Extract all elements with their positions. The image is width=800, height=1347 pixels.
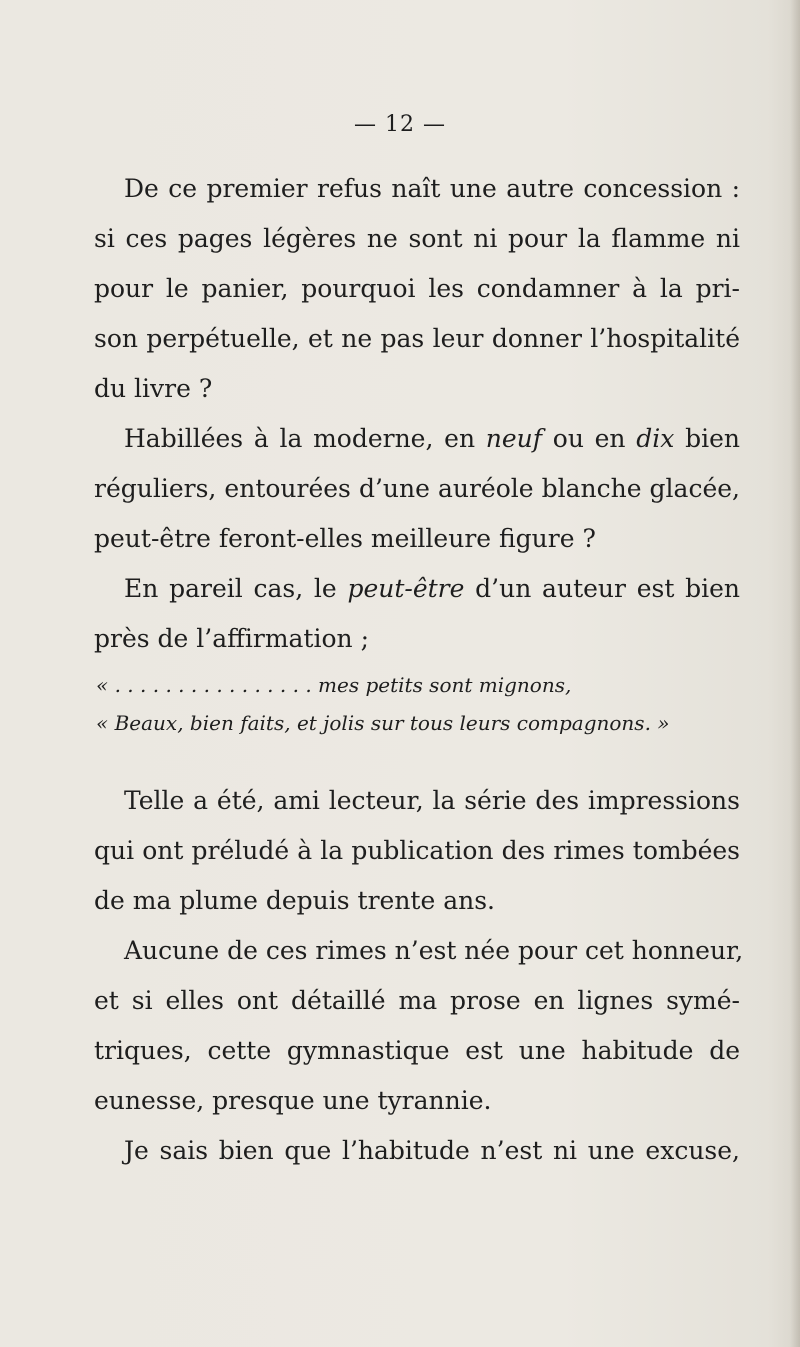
text-run: bien (685, 424, 741, 453)
text-line: Telle a été, ami lecteur, la série des impressions (124, 786, 740, 815)
text-line: du livre ? (94, 374, 213, 403)
verse-quote (96, 666, 706, 742)
text-line: Aucune de ces rimes n’est née pour cet honneur, (124, 936, 744, 965)
verse-line: « . . . . . . . . . . . . . . . . mes petits sont mignons, (96, 673, 572, 697)
text-line: si ces pages légères ne sont ni pour la flamme ni (94, 224, 740, 253)
text-run: ou en (552, 424, 626, 453)
text-block-top (94, 164, 740, 664)
text-line: près de l’affirmation ; (94, 624, 369, 653)
text-line: triques, cette gymnastique est une habitude de (94, 1036, 740, 1065)
text-line: pour le panier, pourquoi les condamner à la pri- (94, 274, 740, 303)
text-line: eunesse, presque une tyrannie. (94, 1086, 492, 1115)
page-number: — 12 — (354, 112, 446, 137)
text-line: peut-être feront-elles meilleure figure ? (94, 524, 596, 553)
text-line: réguliers, entourées d’une auréole blanche glacée, (94, 474, 740, 503)
text-line: de ma plume depuis trente ans. (94, 886, 495, 915)
text-line-mixed (94, 564, 740, 614)
text-line-mixed (94, 414, 740, 464)
italic-word: dix (636, 424, 675, 453)
italic-word: peut-être (347, 574, 465, 603)
text-run: En pareil cas, le (124, 574, 337, 603)
text-run: d’un auteur est bien (475, 574, 741, 603)
text-run: Habillées à la moderne, en (124, 424, 476, 453)
page-edge-shadow (790, 0, 800, 1347)
verse-line: « Beaux, bien faits, et jolis sur tous leurs compagnons. » (96, 711, 670, 735)
text-line: son perpétuelle, et ne pas leur donner l’hospitalité (94, 324, 740, 353)
text-line: et si elles ont détaillé ma prose en lignes symé- (94, 986, 740, 1015)
text-block-bottom (94, 776, 744, 1176)
text-line: De ce premier refus naît une autre concession : (124, 174, 740, 203)
italic-word: neuf (485, 424, 543, 453)
text-line: Je sais bien que l’habitude n’est ni une excuse, (124, 1136, 740, 1165)
text-line: qui ont préludé à la publication des rimes tombées (94, 836, 740, 865)
